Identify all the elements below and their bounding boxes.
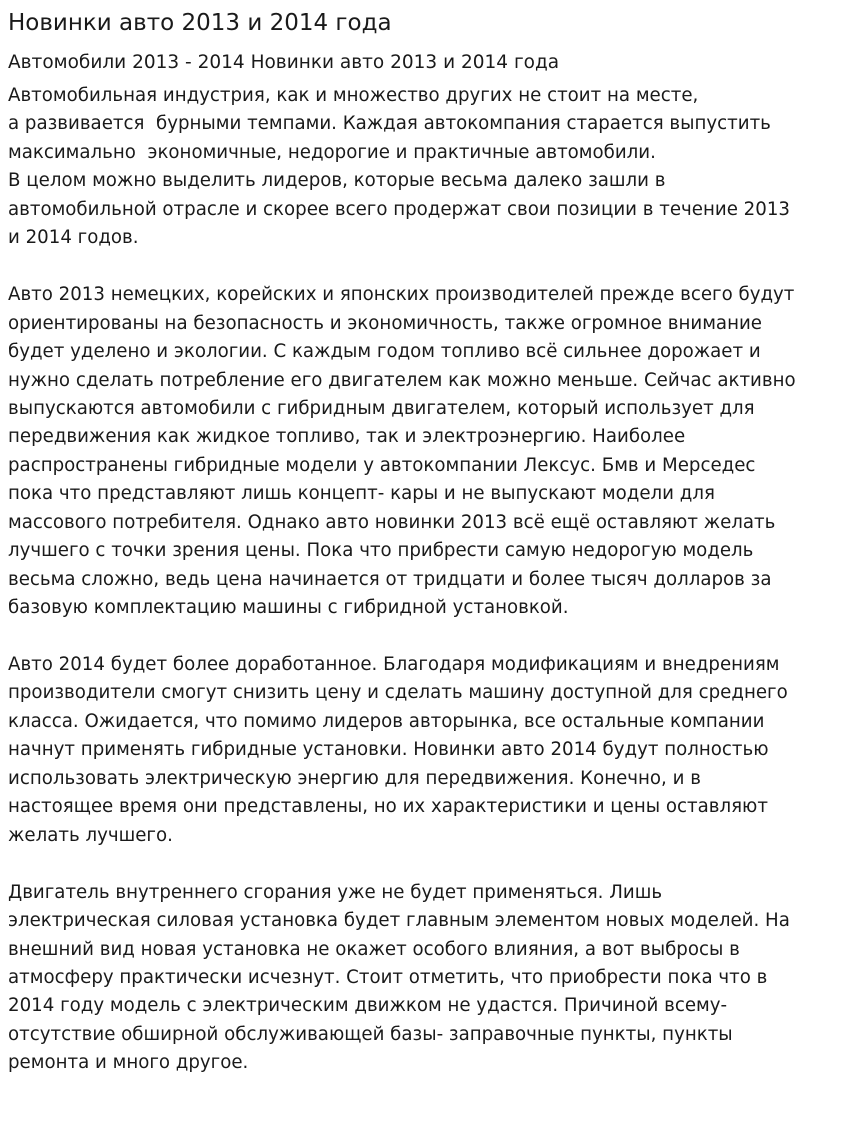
article-paragraph (8, 281, 839, 622)
paragraph-line: В целом можно выделить лидеров, которые весьма далеко зашли в (8, 170, 666, 192)
paragraph-line: 2014 году модель с электрическим движком не удастся. Причиной всему- (8, 995, 728, 1017)
paragraph-line: Авто 2013 немецких, корейских и японских производителей прежде всего будут (8, 284, 795, 306)
article-body (8, 82, 839, 1078)
paragraph-line: внешний вид новая установка не окажет особого влияния, а вот выбросы в (8, 938, 740, 960)
paragraph-line: Авто 2014 будет более доработанное. Благодаря модификациям и внедрениям (8, 654, 780, 676)
paragraph-line: максимально экономичные, недорогие и практичные автомобили. (8, 141, 656, 163)
paragraph-line: отсутствие обширной обслуживающей базы- заправочные пункты, пункты (8, 1023, 733, 1045)
article-paragraph (8, 82, 839, 253)
paragraph-line: настоящее время они представлены, но их характеристики и цены оставляют (8, 796, 768, 818)
paragraph-line: передвижения как жидкое топливо, так и электроэнергию. Наиболее (8, 426, 686, 448)
paragraph-line: распространены гибридные модели у автокомпании Лексус. Бмв и Мерседес (8, 454, 756, 476)
paragraph-line: желать лучшего. (8, 824, 173, 846)
paragraph-line: Автомобильная индустрия, как и множество других не стоит на месте, (8, 85, 699, 106)
paragraph-line: атмосферу практически исчезнут. Стоит отметить, что приобрести пока что в (8, 967, 768, 988)
paragraph-line: весьма сложно, ведь цена начинается от тридцати и более тысяч долларов за (8, 568, 772, 590)
paragraph-line: начнут применять гибридные установки. Новинки авто 2014 будут полностью (8, 739, 769, 761)
paragraph-line: класса. Ожидается, что помимо лидеров авторынка, все остальные компании (8, 710, 765, 732)
paragraph-line: электрическая силовая установка будет главным элементом новых моделей. На (8, 910, 790, 932)
paragraph-line: пока что представляют лишь концепт- кары и не выпускают модели для (8, 483, 715, 505)
paragraph-line: ориентированы на безопасность и экономичность, также огромное внимание (8, 312, 762, 334)
paragraph-line: ремонта и много другое. (8, 1052, 249, 1074)
paragraph-line: автомобильной отрасле и скорее всего продержат свои позиции в течение 2013 (8, 198, 790, 220)
article-subtitle: Автомобили 2013 - 2014 Новинки авто 2013 и 2014 года (8, 52, 560, 73)
paragraph-line: использовать электрическую энергию для передвижения. Конечно, и в (8, 767, 701, 789)
paragraph-line: будет уделено и экологии. С каждым годом топливо всё сильнее дорожает и (8, 341, 761, 363)
article-paragraph (8, 879, 839, 1078)
paragraph-line: Двигатель внутреннего сгорания уже не будет применяться. Лишь (8, 881, 663, 903)
paragraph-line: лучшего с точки зрения цены. Пока что прибрести самую недорогую модель (8, 540, 754, 562)
paragraph-line: производители смогут снизить цену и сделать машину доступной для среднего (8, 682, 788, 704)
paragraph-line: и 2014 годов. (8, 227, 139, 249)
paragraph-line: массового потребителя. Однако авто новинки 2013 всё ещё оставляют желать (8, 511, 776, 533)
paragraph-line: базовую комплектацию машины с гибридной установкой. (8, 597, 569, 619)
paragraph-line: нужно сделать потребление его двигателем как можно меньше. Сейчас активно (8, 369, 796, 391)
article-title: Новинки авто 2013 и 2014 года (8, 10, 392, 36)
article-paragraph (8, 651, 839, 850)
paragraph-line: а развивается бурными темпами. Каждая автокомпания старается выпустить (8, 113, 771, 135)
paragraph-line: выпускаются автомобили с гибридным двигателем, который использует для (8, 397, 755, 419)
